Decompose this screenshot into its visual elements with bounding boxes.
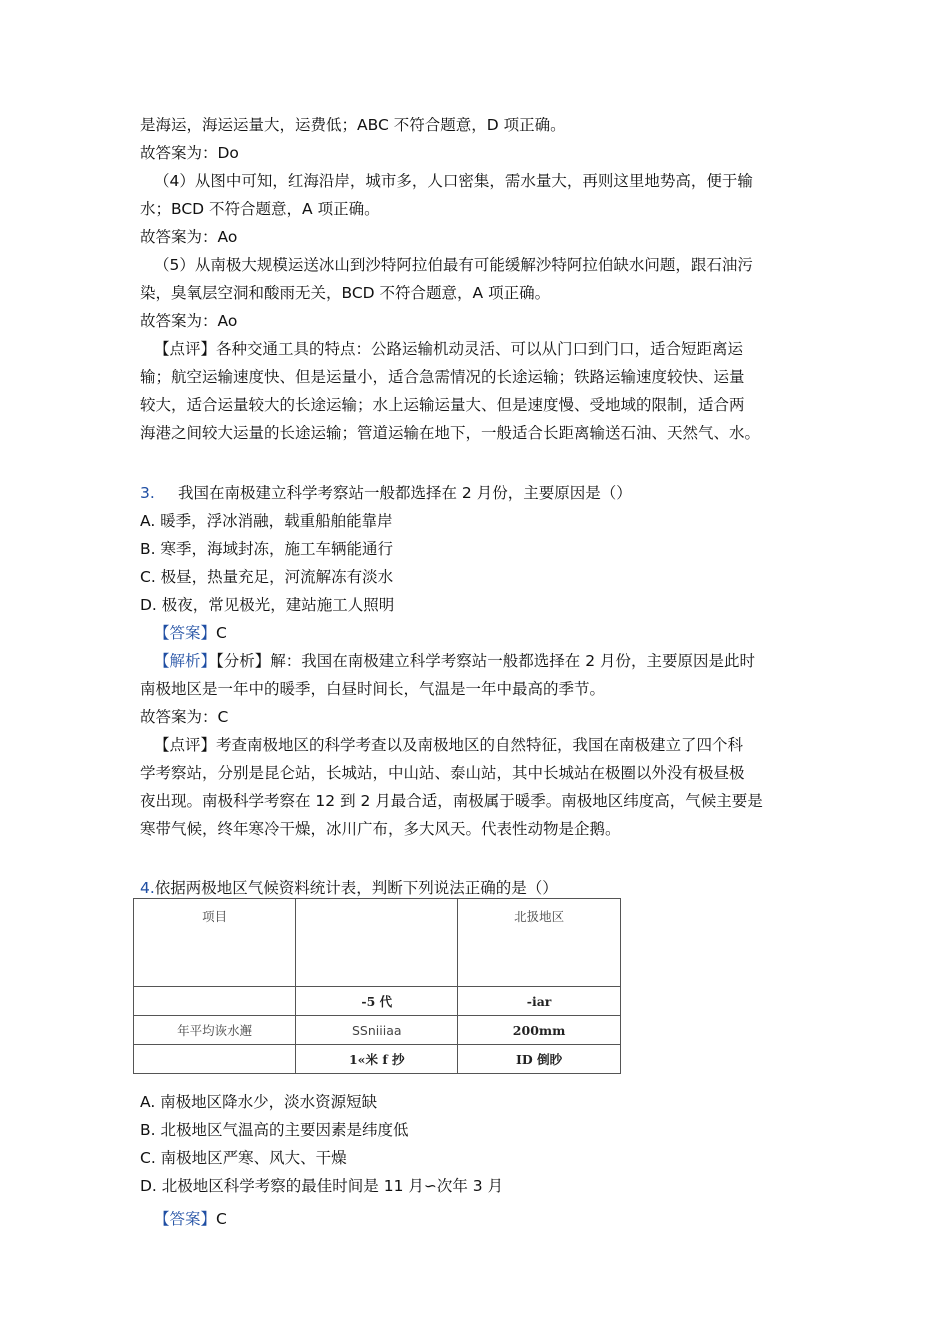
comment-line: 【点评】考查南极地区的科学考查以及南极地区的自然特征，我国在南极建立了四个科 (154, 736, 744, 754)
option-b: B. 寒季，海域封冻，施工车辆能通行 (140, 540, 393, 558)
option-b: B. 北极地区气温高的主要因素是纬度低 (140, 1121, 409, 1139)
question-number: 4. (140, 879, 155, 897)
table-cell: ID 倒眇 (458, 1045, 621, 1074)
question-stem-line (140, 878, 558, 898)
comment-line: 夜出现。南极科学考察在 12 到 2 月最合适，南极属于暖季。南极地区纬度高，气候主要是 (140, 792, 763, 810)
table-row (134, 1016, 621, 1045)
table-cell: 200mm (458, 1016, 621, 1045)
comment-line: 【点评】各种交通工具的特点：公路运输机动灵活、可以从门口到门口，适合短距离运 (154, 340, 744, 358)
text-line: （5）从南极大规模运送冰山到沙特阿拉伯最有可能缓解沙特阿拉伯缺水问题，跟石油污 (154, 256, 753, 274)
text-line: （4）从图中可知，红海沿岸，城市多，人口密集，需水量大，再则这里地势高，便于输 (154, 172, 753, 190)
table-cell: SSniiiaa (296, 1016, 458, 1045)
answer-value: C (216, 1210, 227, 1228)
analysis-line (154, 651, 755, 671)
table-row (134, 1045, 621, 1074)
answer-line (154, 623, 227, 643)
table-cell: 项目 (134, 899, 296, 987)
comment-line: 海港之间较大运量的长途运输；管道运输在地下，一般适合长距离输送石油、天然气、水。 (140, 424, 761, 442)
option-c: C. 极昼，热量充足，河流解冻有淡水 (140, 568, 394, 586)
answer-value: C (216, 624, 227, 642)
option-d: D. 极夜，常见极光，建站施工人照明 (140, 596, 395, 614)
comment-line: 输；航空运输速度快、但是运量小，适合急需情况的长途运输；铁路运输速度较快、运量 (140, 368, 745, 386)
text-line: 故答案为：Do (140, 144, 239, 162)
answer-tag: 【答案】 (154, 1210, 217, 1228)
table-cell (296, 899, 458, 987)
final-answer: 故答案为：C (140, 708, 229, 726)
table-cell: -iar (458, 987, 621, 1016)
analysis-line: 南极地区是一年中的暖季，白昼时间长，气温是一年中最高的季节。 (140, 680, 606, 698)
text-line: 故答案为：Ao (140, 312, 238, 330)
text-line: 染，臭氧层空洞和酸雨无关，BCD 不符合题意，A 项正确。 (140, 284, 551, 302)
option-d: D. 北极地区科学考察的最佳时间是 11 月∽次年 3 月 (140, 1177, 504, 1195)
table-cell (134, 987, 296, 1016)
text-line: 是海运，海运运量大，运费低；ABC 不符合题意，D 项正确。 (140, 116, 566, 134)
comment-line: 较大，适合运量较大的长途运输；水上运输运量大、但是速度慢、受地域的限制，适合两 (140, 396, 745, 414)
table-cell (134, 1045, 296, 1074)
table-row (134, 987, 621, 1016)
text-line: 水；BCD 不符合题意，A 项正确。 (140, 200, 380, 218)
table-cell: 北扱地区 (458, 899, 621, 987)
answer-tag: 【答案】 (154, 624, 217, 642)
option-a: A. 南极地区降水少，淡水资源短缺 (140, 1093, 378, 1111)
answer-line (154, 1209, 227, 1229)
table-cell: 1«米 f 抄 (296, 1045, 458, 1074)
option-a: A. 暖季，浮冰消融，载重船舶能靠岸 (140, 512, 393, 530)
question-stem: 依据两极地区气候资料统计表，判断下列说法正确的是（） (154, 879, 558, 897)
question-number: 3. (140, 484, 155, 502)
analysis-tag: 【解析】 (154, 652, 217, 670)
question-stem: 我国在南极建立科学考察站一般都选择在 2 月份，主要原因是（） (178, 484, 632, 502)
table-header-row (134, 899, 621, 987)
text-line: 故答案为：Ao (140, 228, 238, 246)
option-c: C. 南极地区严寒、风大、干燥 (140, 1149, 347, 1167)
analysis-text: 【分析】解：我国在南极建立科学考察站一般都选择在 2 月份，主要原因是此时 (216, 652, 755, 670)
comment-line: 学考察站，分别是昆仑站，长城站，中山站、泰山站，其中长城站在极圈以外没有极昼极 (140, 764, 745, 782)
table-cell: -5 代 (296, 987, 458, 1016)
comment-line: 寒带气候，终年寒冷干燥，冰川广布，多大风天。代表性动物是企鹅。 (140, 820, 621, 838)
climate-table (133, 898, 621, 1074)
table-cell: 年平均诙水邂 (134, 1016, 296, 1045)
